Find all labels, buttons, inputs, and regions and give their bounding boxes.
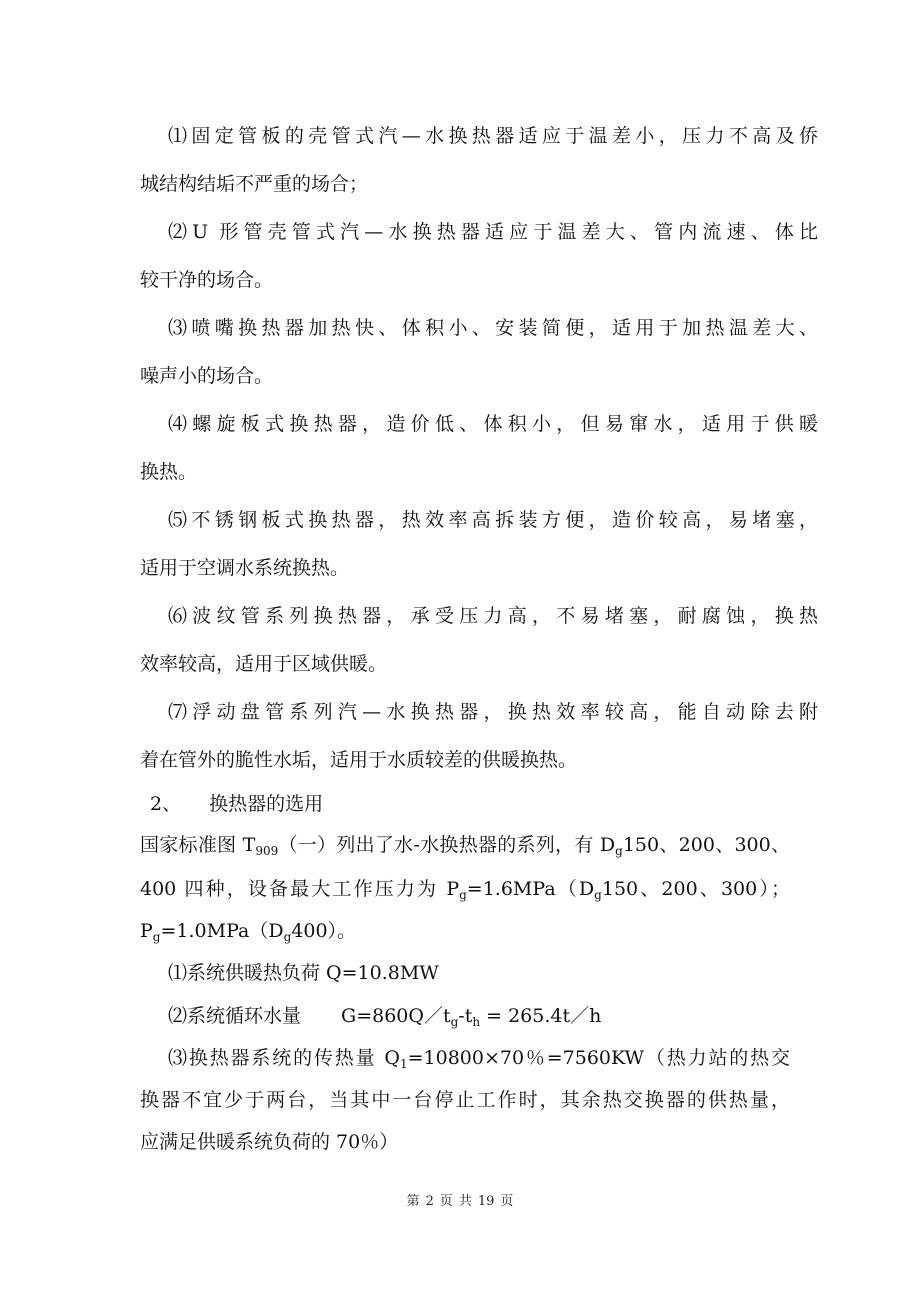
item-2-line-2: 较干净的场合。 (140, 269, 274, 291)
footer-text-d: 页 (500, 1194, 514, 1209)
standard-text-c: 150、200、300、 (622, 834, 791, 856)
item-2-line-1: ⑵U 形管壳管式汽—水换热器适应于温差大、管内流速、体比 (168, 221, 818, 243)
calc-transfer-text-b: =10800×70％=7560KW（热力站的热交 (407, 1047, 791, 1069)
standard-line-2 (140, 876, 790, 902)
calc-transfer-line-2: 换器不宜少于两台，当其中一台停止工作时，其余热交换器的供热量， (140, 1089, 790, 1111)
section-heading (150, 791, 800, 817)
standard-sub-d: g (459, 888, 467, 902)
calc-heat-load: ⑴系统供暖热负荷 Q=10.8MW (168, 962, 439, 984)
calc-circulation-formula-b: -t (458, 1005, 473, 1027)
standard-sub-h: g (283, 930, 292, 944)
standard-text-i: 400）。 (291, 920, 357, 942)
calc-circulation-sub-h: h (472, 1015, 481, 1029)
item-1-line-1: ⑴固定管板的壳管式汽—水换热器适应于温差小，压力不高及侨 (168, 125, 818, 147)
calc-transfer-text-a: ⑶换热器系统的传热量 Q (168, 1047, 400, 1069)
calc-transfer-sub: 1 (399, 1057, 408, 1071)
item-5-line-2: 适用于空调水系统换热。 (140, 557, 350, 579)
footer-page-number: 2 (425, 1194, 434, 1209)
footer-text-a: 第 (406, 1194, 420, 1209)
calc-circulation-sub-g: g (450, 1015, 459, 1029)
item-1-line-2: 城结构结垢不严重的场合； (140, 173, 369, 195)
item-3-line-2: 噪声小的场合。 (140, 365, 274, 387)
standard-text-g: P (140, 920, 153, 942)
section-title: 换热器的选用 (209, 793, 324, 815)
footer-total-pages: 19 (477, 1194, 495, 1209)
standard-text-d: 400 四种，设备最大工作压力为 P (140, 878, 460, 900)
item-4-line-1: ⑷螺旋板式换热器，造价低、体积小，但易窜水，适用于供暖 (168, 413, 818, 435)
item-6-line-2: 效率较高，适用于区域供暖。 (140, 653, 388, 675)
footer-text-c: 共 (458, 1194, 472, 1209)
standard-sub-e: g (594, 888, 602, 902)
standard-text-b: （一）列出了水-水换热器的系列，有 D (278, 834, 616, 856)
standard-sub-b: g (615, 844, 623, 858)
section-number: 2、 (150, 793, 182, 815)
item-3-line-1: ⑶喷嘴换热器加热快、体积小、安装简便，适用于加热温差大、 (168, 317, 818, 339)
standard-line-3 (140, 918, 790, 944)
item-4-line-2: 换热。 (140, 461, 198, 483)
page-footer (0, 1190, 920, 1209)
calc-circulation-formula-a: G=860Q／t (341, 1005, 451, 1027)
footer-text-b: 页 (439, 1194, 453, 1209)
calc-circulation-result: = 265.4t／h (480, 1005, 602, 1027)
standard-text-h: =1.0MPa（D (160, 920, 284, 942)
item-7-line-1: ⑺浮动盘管系列汽—水换热器，换热效率较高，能自动除去附 (168, 701, 818, 723)
calc-circulation (168, 1003, 818, 1029)
calc-transfer-line-3: 应满足供暖系统负荷的 70％） (140, 1131, 399, 1153)
calc-transfer-line-1 (168, 1045, 790, 1071)
item-5-line-1: ⑸不锈钢板式换热器，热效率高拆装方便，造价较高，易堵塞， (168, 509, 818, 531)
item-6-line-1: ⑹波纹管系列换热器，承受压力高，不易堵塞，耐腐蚀，换热 (168, 605, 818, 627)
standard-sub-a: 909 (255, 844, 279, 858)
item-7-line-2: 着在管外的脆性水垢，适用于水质较差的供暖换热。 (140, 749, 578, 771)
standard-line-1 (140, 832, 790, 858)
standard-text-a: 国家标准图 T (140, 834, 256, 856)
standard-text-f: 150、200、300）； (601, 878, 790, 900)
calc-circulation-label: ⑵系统循环水量 (168, 1005, 302, 1027)
standard-sub-g: g (152, 930, 161, 944)
standard-text-e: =1.6MPa（D (466, 878, 595, 900)
